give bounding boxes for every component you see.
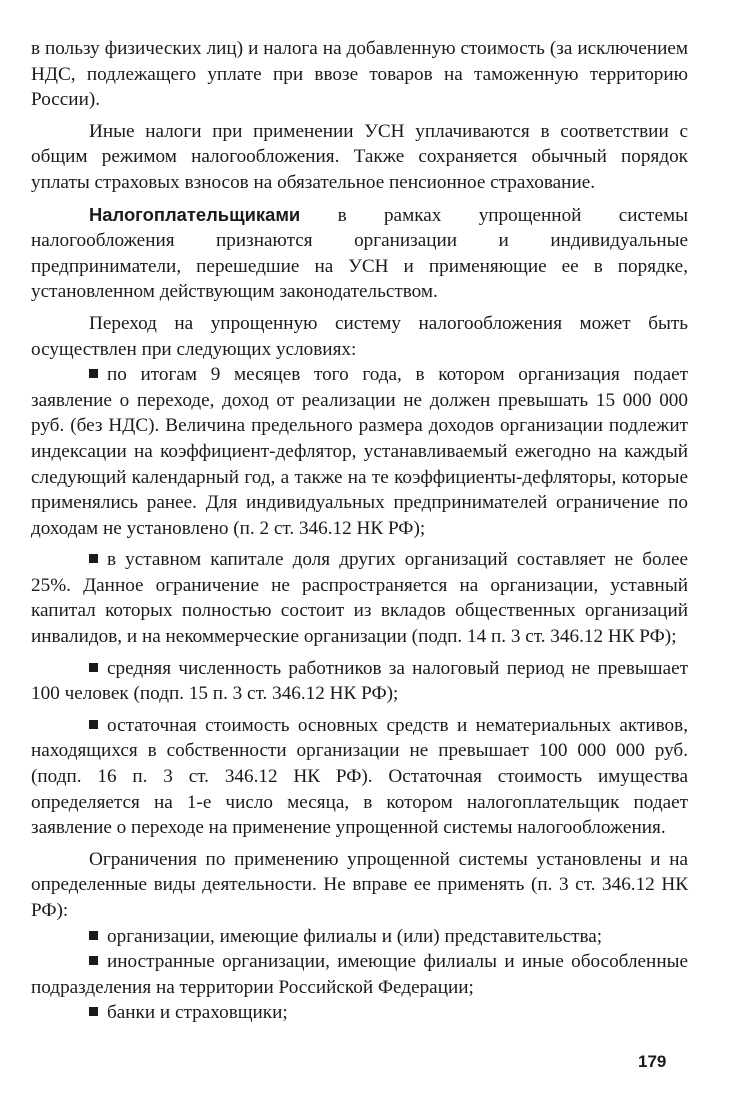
- condition-item: [31, 656, 688, 707]
- condition-text: остаточная стоимость основных средств и нематериальных активов, находящихся в собственности организации не превышает 100 000 000 руб. (подп. 16 п. 3 ст. 346.12 НК РФ). Остаточная стоимость имущества определяется на 1-е число месяца, в котором налогоплательщик подает заявление о переходе на применение упрощенной системы налогообложения.: [31, 714, 688, 839]
- condition-text: средняя численность работников за налоговый период не превышает 100 человек (подп. 15 п. 3 ст. 346.12 НК РФ);: [31, 657, 688, 705]
- bullet-icon: [89, 554, 98, 563]
- paragraph-other-taxes: Иные налоги при применении УСН уплачиваются в соответствии с общим режимом налогообложения. Также сохраняется обычный порядок уплаты страховых взносов на обязательное пенсионное страхование.: [31, 120, 688, 193]
- bullet-icon: [89, 369, 98, 378]
- paragraph-restrictions-intro: Ограничения по применению упрощенной системы установлены и на определенные виды деятельности. Не вправе ее применять (п. 3 ст. 346.12 НК РФ):: [31, 848, 688, 921]
- paragraph-taxpayers: [31, 202, 688, 305]
- bullet-icon: [89, 663, 98, 672]
- condition-item: [31, 362, 688, 541]
- condition-text: по итогам 9 месяцев того года, в котором организация подает заявление о переходе, доход от реализации не должен превышать 15 000 000 руб. (без НДС). Величина предельного размера доходов организации подлежит индексации на коэффициент-дефлятор, устанавливаемый ежегодно на каждый следующий календарный год, а также на те коэффициенты-дефляторы, которые применялись ранее. Для индивидуальных предпринимателей ограничение по доходам не установлено (п. 2 ст. 346.12 НК РФ);: [31, 364, 688, 539]
- restriction-text: иностранные организации, имеющие филиалы и иные обособленные подразделения на территории Российской Федерации;: [31, 951, 688, 998]
- bullet-icon: [89, 931, 98, 940]
- condition-item: [31, 713, 688, 841]
- page-number: 179: [638, 1052, 667, 1071]
- paragraph-transition-conditions: Переход на упрощенную систему налогообложения может быть осуществлен при следующих условиях:: [31, 312, 688, 360]
- restriction-text: банки и страховщики;: [107, 1002, 288, 1024]
- restriction-item: [31, 1000, 688, 1026]
- restriction-item: [31, 924, 688, 950]
- condition-text: в уставном капитале доля других организаций составляет не более 25%. Данное ограничение не распространяется на организации, уставный капитал которых полностью состоит из вкладов общественных организаций инвалидов, и на некоммерческие организации (подп. 14 п. 3 ст. 346.12 НК РФ);: [31, 549, 688, 648]
- bullet-icon: [89, 956, 98, 965]
- restriction-item: [31, 949, 688, 1000]
- page-body: [31, 36, 688, 1026]
- paragraph-continuation: в пользу физических лиц) и налога на добавленную стоимость (за исключением НДС, подлежащего уплате при ввозе товаров на таможенную территорию России).: [31, 38, 688, 111]
- restriction-text: организации, имеющие филиалы и (или) представительства;: [107, 925, 603, 947]
- bullet-icon: [89, 720, 98, 729]
- condition-item: [31, 547, 688, 649]
- term-taxpayers: Налогоплательщиками: [89, 203, 301, 225]
- paragraph-taxpayers-text: в рамках упрощенной системы налогообложения признаются организации и индивидуальные предприниматели, перешедшие на УСН и применяющие ее в порядке, установленном действующим законодательством.: [31, 204, 688, 303]
- bullet-icon: [89, 1007, 98, 1016]
